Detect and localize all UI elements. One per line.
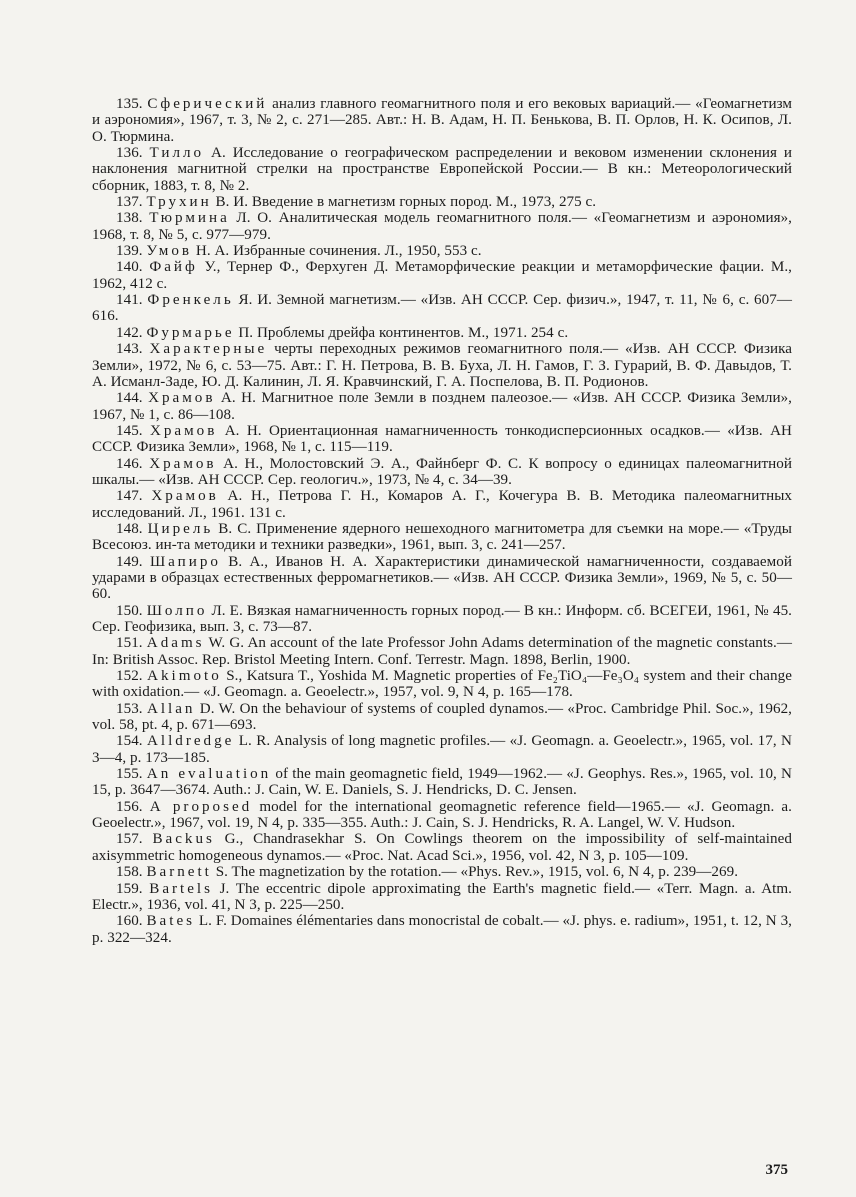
reference-author: An evaluation [146, 766, 272, 783]
reference-text: Я. И. Земной магнетизм.— «Изв. АН СССР. Сер. физич.», 1947, т. 11, № 6, с. 607—616. [92, 292, 792, 325]
reference-text: А. Н. Ориентационная намагниченность тонкодисперсионных осадков.— «Изв. АН СССР. Физика Земли», 1968, № 1, с. 115—119. [92, 422, 792, 456]
reference-author: Храмов [149, 455, 217, 472]
reference-entry [92, 456, 792, 489]
reference-author: Френкель [147, 292, 234, 309]
reference-author: Backus [152, 831, 215, 848]
reference-entry [92, 701, 792, 734]
reference-text: D. W. On the behaviour of systems of coupled dynamos.— «Proc. Cambridge Phil. Soc.», 1962, vol. 58, pt. 4, p. 671—693. [92, 700, 793, 734]
reference-author: Barnett [146, 864, 212, 881]
reference-entry [92, 766, 792, 799]
reference-text: W. G. An account of the late Professor John Adams determination of the magnetic constants.— In: British Assoc. Rep. Bristol Meeting Intern. Conf. Terrestr. Magn. 1898, Berlin, 1900. [92, 635, 792, 668]
reference-number: 143. [116, 341, 143, 358]
reference-entry [92, 603, 792, 636]
reference-text: L. R. Analysis of long magnetic profiles.— «J. Geomagn. a. Geoelectr.», 1965, vol. 17, N 3—4, p. 173—185. [92, 733, 792, 766]
reference-number: 159. [116, 880, 143, 897]
reference-author: Шолпо [146, 602, 208, 619]
reference-entry [92, 799, 792, 832]
reference-author: Тюрмина [149, 210, 230, 227]
reference-entry [92, 864, 792, 880]
reference-text: Н. А. Избранные сочинения. Л., 1950, 553 с. [192, 243, 482, 260]
reference-entry [92, 194, 792, 210]
page-number: 375 [765, 1162, 788, 1178]
reference-text: А. Н., Молостовский Э. А., Файнберг Ф. С. К вопросу о единицах палеомагнитной шкалы.— «Изв. АН СССР. Сер. геологич.», 1973, № 4, с. 34—39. [92, 455, 792, 488]
reference-number: 141. [116, 292, 143, 309]
reference-entry [92, 259, 792, 292]
reference-author: Храмов [149, 422, 218, 439]
reference-text: А. Н. Магнитное поле Земли в позднем палеозое.— «Изв. АН СССР. Физика Земли», 1967, № 1, с. 86—108. [92, 390, 792, 423]
reference-entry [92, 243, 792, 259]
reference-text: G., Chandrasekhar S. On Cowlings theorem on the impossibility of self-maintained axisymmetric homogeneous dynamos.— «Proc. Nat. Acad Sci.», 1956, vol. 42, N 3, p. 105—109. [92, 831, 792, 864]
reference-entry [92, 390, 792, 423]
reference-text: L. F. Domaines élémentaries dans monocristal de cobalt.— «J. phys. e. radium», 1951, t. 12, N 3, p. 322—324. [92, 913, 792, 946]
reference-text: В. И. Введение в магнетизм горных пород. М., 1973, 275 с. [211, 194, 597, 211]
reference-number: 144. [116, 390, 143, 407]
reference-number: 150. [116, 602, 143, 619]
reference-entry [92, 668, 792, 701]
reference-number: 139. [116, 243, 143, 260]
reference-text: У., Тернер Ф., Ферхуген Д. Метаморфические реакции и метаморфические фации. М., 1962, 412 с. [92, 259, 792, 292]
reference-number: 158. [116, 864, 143, 881]
reference-text: черты переходных режимов геомагнитного поля.— «Изв. АН СССР. Физика Земли», 1972, № 6, с. 53—75. Авт.: Г. Н. Петрова, В. В. Буха, Л. Н. Гамов, Г. З. Гурарий, В. Ф. Давыдов, Т. А. Исманл-Заде, Ю. Д. Калинин, Л. Я. Кравчинский, Г. А. Поспелова, В. П. Родионов. [92, 341, 792, 390]
reference-number: 135. [116, 96, 143, 112]
reference-author: Храмов [148, 390, 216, 407]
reference-number: 142. [116, 324, 143, 341]
reference-entry [92, 913, 792, 946]
reference-author: Allan [146, 700, 196, 717]
reference-author: Цирель [147, 520, 214, 537]
reference-text: Л. О. Аналитическая модель геомагнитного поля.— «Геомагнетизм и аэрономия», 1968, т. 8, № 5, с. 977—979. [92, 210, 792, 243]
reference-text: model for the international geomagnetic reference field—1965.— «J. Geomagn. a. Geoelectr.», 1967, vol. 19, N 4, p. 335—355. Auth.: J. Cain, S. J. Hendricks, R. A. Langel, W. V. Hudson. [92, 798, 792, 832]
reference-author: A proposed [149, 798, 253, 815]
reference-author: Сферический [147, 96, 268, 112]
reference-entry [92, 521, 792, 554]
reference-author: Храмов [151, 488, 219, 505]
reference-text: В. А., Иванов Н. А. Характеристики динамической намагниченности, создаваемой ударами в образцах естественных ферромагнетиков.— «Изв. АН СССР. Физика Земли», 1969, № 5, с. 50—60. [92, 553, 792, 603]
reference-number: 154. [116, 733, 143, 750]
reference-number: 156. [116, 798, 143, 815]
reference-author: Bates [146, 913, 196, 930]
reference-entry [92, 341, 792, 390]
reference-text: А. Н., Петрова Г. Н., Комаров А. Г., Кочегура В. В. Методика палеомагнитных исследований. Л., 1961. 131 с. [92, 488, 793, 521]
reference-author: Bartels [149, 880, 214, 897]
reference-text: Л. Е. Вязкая намагниченность горных пород.— В кн.: Информ. сб. ВСЕГЕИ, 1961, № 45. Сер. Геофизика, вып. 3, с. 73—87. [92, 602, 792, 635]
reference-author: Adams [146, 635, 205, 652]
reference-author: Умов [146, 243, 193, 260]
reference-number: 152. [116, 668, 143, 685]
reference-number: 136. [116, 145, 143, 162]
reference-entry [92, 554, 792, 603]
reference-text: В. С. Применение ядерного нешеходного магнитометра для съемки на море.— «Труды Всесоюз. ин-та методики и техники разведки», 1961, вып. 3, с. 241—257. [92, 520, 792, 554]
reference-number: 157. [116, 831, 143, 848]
reference-entry [92, 292, 792, 325]
reference-entry [92, 210, 792, 243]
reference-entry [92, 881, 792, 914]
reference-author: Фурмарье [146, 324, 235, 341]
reference-author: Akimoto [147, 668, 222, 685]
reference-author: Файф [149, 259, 198, 276]
reference-author: Тилло [149, 145, 205, 162]
reference-number: 140. [116, 259, 143, 276]
reference-entry [92, 96, 792, 145]
reference-number: 160. [116, 913, 143, 930]
reference-entry [92, 488, 792, 521]
reference-text: анализ главного геомагнитного поля и его вековых вариаций.— «Геомагнетизм и аэрономия», 1967, т. 3, № 2, с. 271—285. Авт.: Н. В. Адам, Н. П. Бенькова, В. П. Орлов, Н. К. Осипов, Л. О. Тюрмина. [92, 96, 792, 145]
reference-list [92, 96, 792, 946]
reference-entry [92, 325, 792, 341]
reference-number: 146. [116, 455, 143, 472]
reference-text: S. The magnetization by the rotation.— «Phys. Rev.», 1915, vol. 6, N 4, p. 239—269. [211, 864, 739, 881]
reference-number: 138. [116, 210, 143, 227]
reference-entry [92, 635, 792, 668]
reference-author: Шапиро [149, 553, 221, 570]
reference-number: 137. [116, 194, 143, 211]
reference-number: 155. [116, 766, 143, 783]
reference-entry [92, 831, 792, 864]
reference-text: А. Исследование о географическом распределении и вековом изменении склонения и наклонения магнитной стрелки на пространстве Европейской России.— В кн.: Метеорологический сборник, 1883, т. 8, № 2. [92, 145, 793, 194]
reference-text: J. The eccentric dipole approximating the Earth's magnetic field.— «Terr. Magn. a. Atm. Electr.», 1936, vol. 41, N 3, p. 225—250. [92, 880, 792, 913]
reference-entry [92, 733, 792, 766]
reference-number: 149. [116, 553, 143, 570]
reference-text: of the main geomagnetic field, 1949—1962.— «J. Geophys. Res.», 1965, vol. 10, N 15, p. 3647—3674. Auth.: J. Cain, W. E. Daniels, S. J. Hendricks, D. C. Jensen. [92, 766, 792, 799]
reference-author: Характерные [149, 341, 268, 358]
reference-entry [92, 423, 792, 456]
reference-author: Alldredge [147, 733, 235, 750]
reference-entry [92, 145, 792, 194]
reference-number: 153. [116, 700, 143, 717]
reference-number: 145. [116, 422, 143, 439]
reference-number: 151. [116, 635, 143, 652]
reference-number: 148. [116, 520, 143, 537]
reference-text: S., Katsura T., Yoshida M. Magnetic properties of Fe₂TiO₄—Fe₃O₄ system and their change with oxidation.— «J. Geomagn. a. Geoelectr.», 1957, vol. 9, N 4, p. 165—178. [92, 668, 792, 701]
reference-author: Трухин [146, 194, 212, 211]
reference-number: 147. [116, 488, 143, 505]
reference-text: П. Проблемы дрейфа континентов. М., 1971. 254 с. [234, 324, 569, 341]
